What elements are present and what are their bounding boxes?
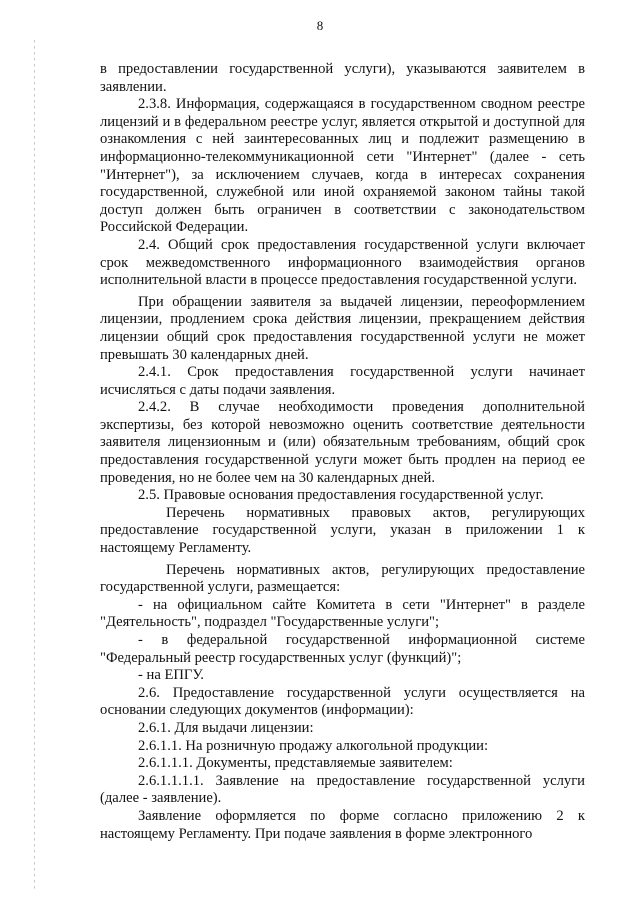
left-margin-dots bbox=[34, 40, 36, 890]
paragraph: 2.6. Предоставление государственной услуги осуществляется на основании следующих документов (информации): bbox=[100, 684, 585, 719]
paragraph: в предоставлении государственной услуги), указываются заявителем в заявлении. bbox=[100, 61, 585, 95]
paragraph: - в федеральной государственной информационной системе "Федеральный реестр государственных услуг (функций)"; bbox=[100, 632, 585, 666]
paragraph: 2.4.2. В случае необходимости проведения дополнительной экспертизы, без которой невозможно оценить соответствие деятельности заявителя лицензионным и (или) обязательным требованиям, общий срок предоставления государственной услуги может быть продлен на период ее проведения, но не более чем на 30 календарных дней. bbox=[100, 399, 585, 486]
paragraph: 2.3.8. Информация, содержащаяся в государственном сводном реестре лицензий и в федеральном реестре услуг, является открытой и доступной для ознакомления с ней заинтересованных лиц и подлежит размещению в информационно-телекоммуникационной сети "Интернет" (далее - сеть "Интернет"), за исключением случаев, когда в интересах сохранения государственной, служебной или иной охраняемой законом тайны такой доступ должен быть ограничен в соответствии с законодательством Российской Федерации. bbox=[100, 96, 585, 236]
paragraph: - на ЕПГУ. bbox=[138, 667, 204, 684]
paragraph: - на официальном сайте Комитета в сети "Интернет" в разделе "Деятельность", подраздел "Государственные услуги"; bbox=[100, 596, 585, 631]
paragraph: 2.4. Общий срок предоставления государственной услуги включает срок межведомственного информационного взаимодействия органов исполнительной власти в процессе предоставления государственной услуги. bbox=[100, 236, 585, 289]
paragraph: 2.6.1.1.1.1. Заявление на предоставление государственной услуги (далее - заявление). bbox=[100, 772, 585, 807]
paragraph: 2.6.1.1. На розничную продажу алкогольной продукции: bbox=[138, 737, 489, 754]
paragraph: Перечень нормативных актов, регулирующих предоставление государственной услуги, размещается: bbox=[100, 561, 585, 596]
paragraph: Перечень нормативных правовых актов, регулирующих предоставление государственной услуги, указан в приложении 1 к настоящему Регламенту. bbox=[100, 504, 585, 557]
paragraph: При обращении заявителя за выдачей лицензии, переоформлением лицензии, продлением срока действия лицензии, прекращением действия лицензии общий срок предоставления государственной услуги не может превышать 30 календарных дней. bbox=[100, 293, 585, 363]
paragraph: 2.6.1.1.1. Документы, представляемые заявителем: bbox=[138, 755, 453, 772]
paragraph: 2.5. Правовые основания предоставления государственной услуг. bbox=[138, 487, 544, 504]
paragraph: Заявление оформляется по форме согласно приложению 2 к настоящему Регламенту. При подаче заявления в форме электронного bbox=[100, 807, 585, 842]
paragraph: 2.4.1. Срок предоставления государственной услуги начинает исчисляться с даты подачи заявления. bbox=[100, 364, 585, 398]
page-number: 8 bbox=[316, 18, 324, 33]
document-body bbox=[100, 61, 585, 843]
paragraph: 2.6.1. Для выдачи лицензии: bbox=[138, 719, 314, 736]
